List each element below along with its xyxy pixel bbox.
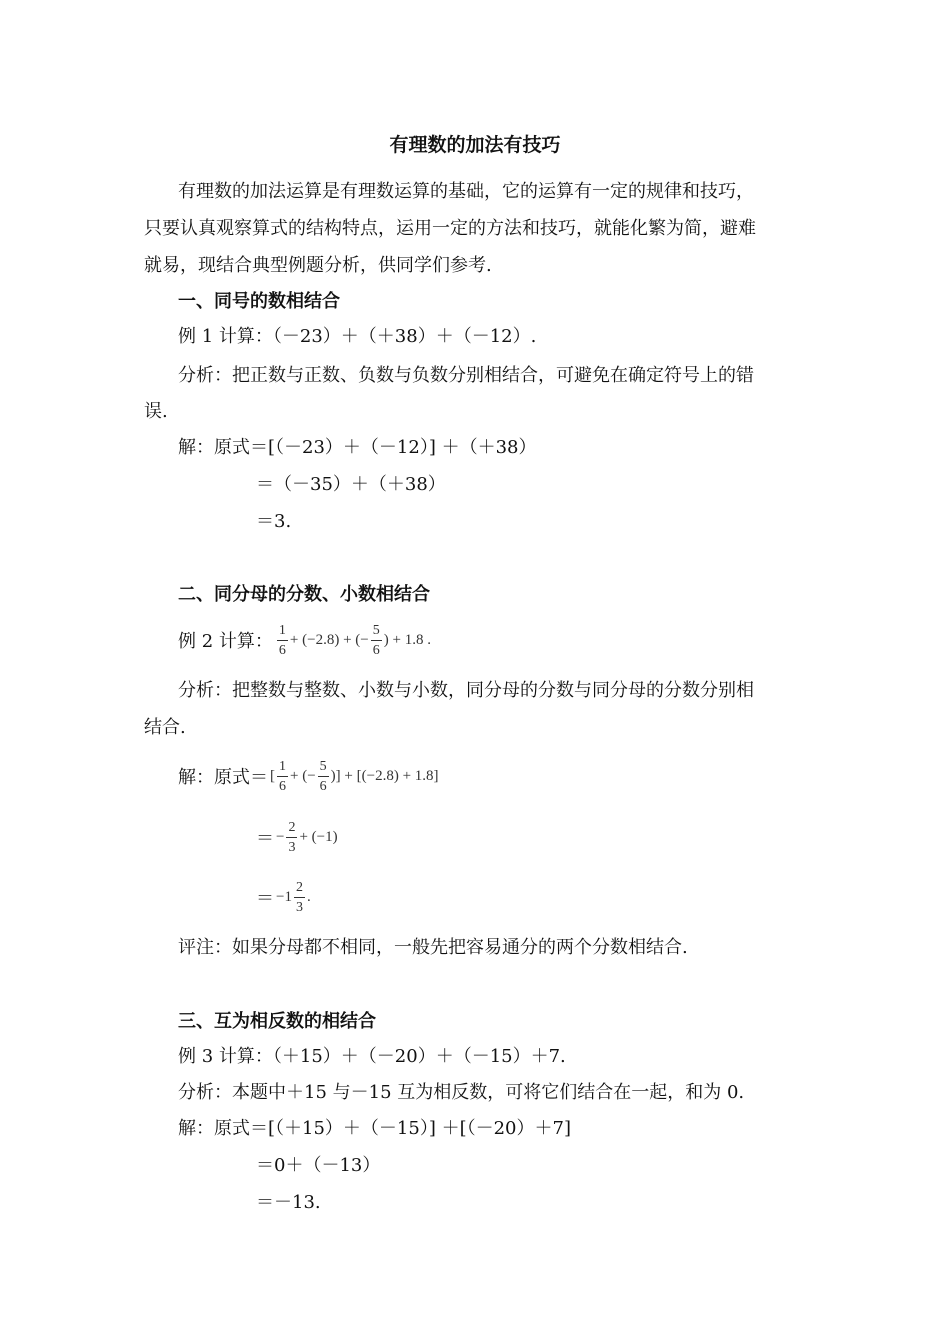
section2-analysis-line-2: 结合. bbox=[144, 717, 186, 738]
math-text: − bbox=[276, 828, 285, 845]
fraction-denominator: 3 bbox=[295, 899, 303, 915]
section1-solution-line-1: 解：原式＝[（－23）＋（－12）] ＋（＋38） bbox=[178, 437, 537, 458]
math-text: ) + 1.8 . bbox=[383, 631, 431, 648]
intro-line-3: 就易，现结合典型例题分析，供同学们参考. bbox=[144, 255, 492, 276]
math-text: + (− bbox=[290, 767, 316, 784]
math-text: + (−2.8) + (− bbox=[289, 631, 369, 648]
section2-example bbox=[178, 617, 431, 663]
section1-analysis-line-2: 误. bbox=[144, 401, 168, 422]
section1-solution-line-2: ＝（－35）＋（＋38） bbox=[256, 474, 446, 495]
section1-example: 例 1 计算：（－23）＋（＋38）＋（－12）. bbox=[178, 326, 537, 347]
equals-sign: ＝ bbox=[256, 888, 274, 909]
intro-line-2: 只要认真观察算式的结构特点，运用一定的方法和技巧，就能化繁为简，避难 bbox=[144, 218, 756, 239]
section2-solution-line-1 bbox=[178, 753, 439, 799]
fraction-numerator: 1 bbox=[277, 621, 288, 641]
fraction bbox=[294, 878, 305, 917]
math-text: . bbox=[306, 888, 311, 905]
fraction bbox=[318, 757, 329, 796]
section3-solution-line-1: 解：原式＝[（＋15）＋（－15）] ＋[（－20）＋7] bbox=[178, 1118, 571, 1139]
equals-sign: ＝ bbox=[256, 828, 274, 849]
fraction-denominator: 6 bbox=[372, 642, 380, 658]
section3-solution-line-3: ＝－13. bbox=[256, 1192, 321, 1213]
math-text: + (−1) bbox=[299, 828, 338, 845]
fraction-numerator: 5 bbox=[318, 757, 329, 777]
section2-solution-line-3 bbox=[256, 874, 311, 920]
fraction-numerator: 2 bbox=[286, 818, 297, 838]
section3-solution-line-2: ＝0＋（－13） bbox=[256, 1155, 381, 1176]
fraction bbox=[277, 621, 288, 660]
section2-heading: 二、同分母的分数、小数相结合 bbox=[178, 584, 430, 605]
fraction-numerator: 5 bbox=[371, 621, 382, 641]
section3-example: 例 3 计算：（＋15）＋（－20）＋（－15）＋7. bbox=[178, 1046, 566, 1067]
page-title: 有理数的加法有技巧 bbox=[389, 134, 561, 156]
fraction-denominator: 3 bbox=[288, 839, 296, 855]
fraction-numerator: 2 bbox=[294, 878, 305, 898]
section2-comment: 评注：如果分母都不相同，一般先把容易通分的两个分数相结合. bbox=[178, 937, 688, 958]
fraction-denominator: 6 bbox=[319, 778, 327, 794]
section2-example-label: 例 2 计算： bbox=[178, 631, 273, 652]
fraction-denominator: 6 bbox=[279, 778, 286, 794]
solution-label: 解：原式＝ bbox=[178, 767, 268, 788]
math-text: )] + [(−2.8) + 1.8] bbox=[330, 767, 439, 784]
section2-analysis-line-1: 分析：把整数与整数、小数与小数，同分母的分数与同分母的分数分别相 bbox=[178, 680, 754, 701]
math-text: −1 bbox=[276, 888, 292, 905]
fraction-denominator: 6 bbox=[278, 642, 286, 658]
section3-analysis: 分析：本题中＋15 与－15 互为相反数，可将它们结合在一起，和为 0. bbox=[178, 1082, 745, 1103]
fraction bbox=[277, 757, 288, 796]
math-text: [ bbox=[270, 767, 275, 784]
section3-heading: 三、互为相反数的相结合 bbox=[178, 1011, 376, 1032]
section1-solution-line-3: ＝3. bbox=[256, 511, 292, 532]
fraction-numerator: 1 bbox=[277, 757, 288, 777]
section2-solution-line-2 bbox=[256, 814, 338, 860]
fraction bbox=[286, 818, 297, 857]
section1-analysis-line-1: 分析：把正数与正数、负数与负数分别相结合，可避免在确定符号上的错 bbox=[178, 365, 754, 386]
section1-heading: 一、同号的数相结合 bbox=[178, 291, 340, 312]
intro-line-1: 有理数的加法运算是有理数运算的基础，它的运算有一定的规律和技巧， bbox=[178, 181, 754, 202]
fraction bbox=[371, 621, 382, 660]
